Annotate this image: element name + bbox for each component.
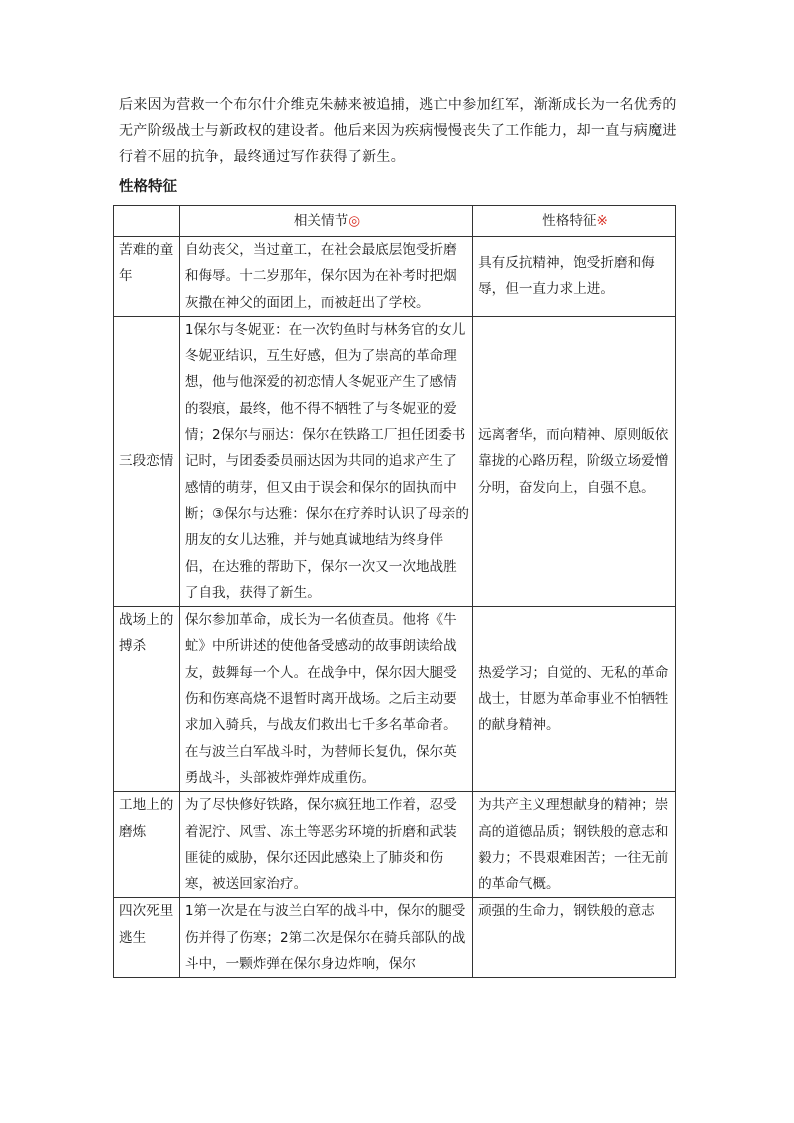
table-row [114,792,676,898]
stage-cell: 战场上的搏杀 [114,607,180,792]
traits-cell: 远离奢华，而向精神、原则皈依靠拢的心路历程，阶级立场爱憎分明，奋发向上，自强不息。 [473,316,676,606]
traits-cell: 热爱学习；自觉的、无私的革命战士，甘愿为革命事业不怕牺牲的献身精神。 [473,607,676,792]
intro-paragraph: 后来因为营救一个布尔什介维克朱赫来被追捕，逃亡中参加红军，渐渐成长为一名优秀的无产阶级战士与新政权的建设者。他后来因为疾病慢慢丧失了工作能力，却一直与病魔进行着不屈的抗争，最终通过写作获得了新生。 [119,97,677,165]
header-plot-label: 相关情节 [293,213,349,229]
header-traits [473,206,676,237]
stage-cell: 四次死里逃生 [114,898,180,978]
header-plot [179,206,472,237]
stage-cell: 三段恋情 [114,316,180,606]
reference-mark-icon: ※ [596,213,608,229]
header-stage [114,206,180,237]
traits-cell: 具有反抗精神，饱受折磨和侮辱，但一直力求上进。 [473,237,676,317]
table-row [114,898,676,978]
plot-cell: 保尔参加革命，成长为一名侦查员。他将《牛虻》中所讲述的使他备受感动的故事朗读给战友，鼓舞每一个人。在战争中，保尔因大腿受伤和伤寒高烧不退暂时离开战场。之后主动要求加入骑兵，与战友们救出七千多名革命者。在与波兰白军战斗时，为替师长复仇，保尔英勇战斗，头部被炸弹炸成重伤。 [179,607,472,792]
traits-cell: 为共产主义理想献身的精神；崇高的道德品质；钢铁般的意志和毅力；不畏艰难困苦；一往无前的革命气概。 [473,792,676,898]
table-header-row [114,206,676,237]
character-traits-table [113,205,676,978]
plot-cell: 自幼丧父，当过童工，在社会最底层饱受折磨和侮辱。十二岁那年，保尔因为在补考时把烟灰撒在神父的面团上，而被赶出了学校。 [179,237,472,317]
plot-cell: 1保尔与冬妮亚：在一次钓鱼时与林务官的女儿冬妮亚结识，互生好感，但为了崇高的革命理想，他与他深爱的初恋情人冬妮亚产生了感情的裂痕，最终，他不得不牺牲了与冬妮亚的爱情；2保尔与丽达：保尔在铁路工厂担任团委书记时，与团委委员丽达因为共同的追求产生了感情的萌芽，但又由于误会和保尔的固执而中断；③保尔与达雅：保尔在疗养时认识了母亲的朋友的女儿达雅，并与她真诚地结为终身伴侣，在达雅的帮助下，保尔一次又一次地战胜了自我，获得了新生。 [179,316,472,606]
stage-cell: 工地上的磨炼 [114,792,180,898]
plot-cell: 为了尽快修好铁路，保尔疯狂地工作着，忍受着泥泞、风雪、冻土等恶劣环境的折磨和武装匪徒的威胁，保尔还因此感染上了肺炎和伤寒，被送回家治疗。 [179,792,472,898]
section-heading: 性格特征 [119,179,177,195]
stage-cell: 苦难的童年 [114,237,180,317]
circle-mark-icon: ◎ [348,213,361,229]
plot-cell: 1第一次是在与波兰白军的战斗中，保尔的腿受伤并得了伤寒；2第二次是保尔在骑兵部队的战斗中，一颗炸弹在保尔身边炸响，保尔 [179,898,472,978]
header-traits-label: 性格特征 [542,213,597,229]
table-row [114,316,676,606]
table-row [114,237,676,317]
traits-cell: 顽强的生命力，钢铁般的意志 [473,898,676,978]
table-row [114,607,676,792]
